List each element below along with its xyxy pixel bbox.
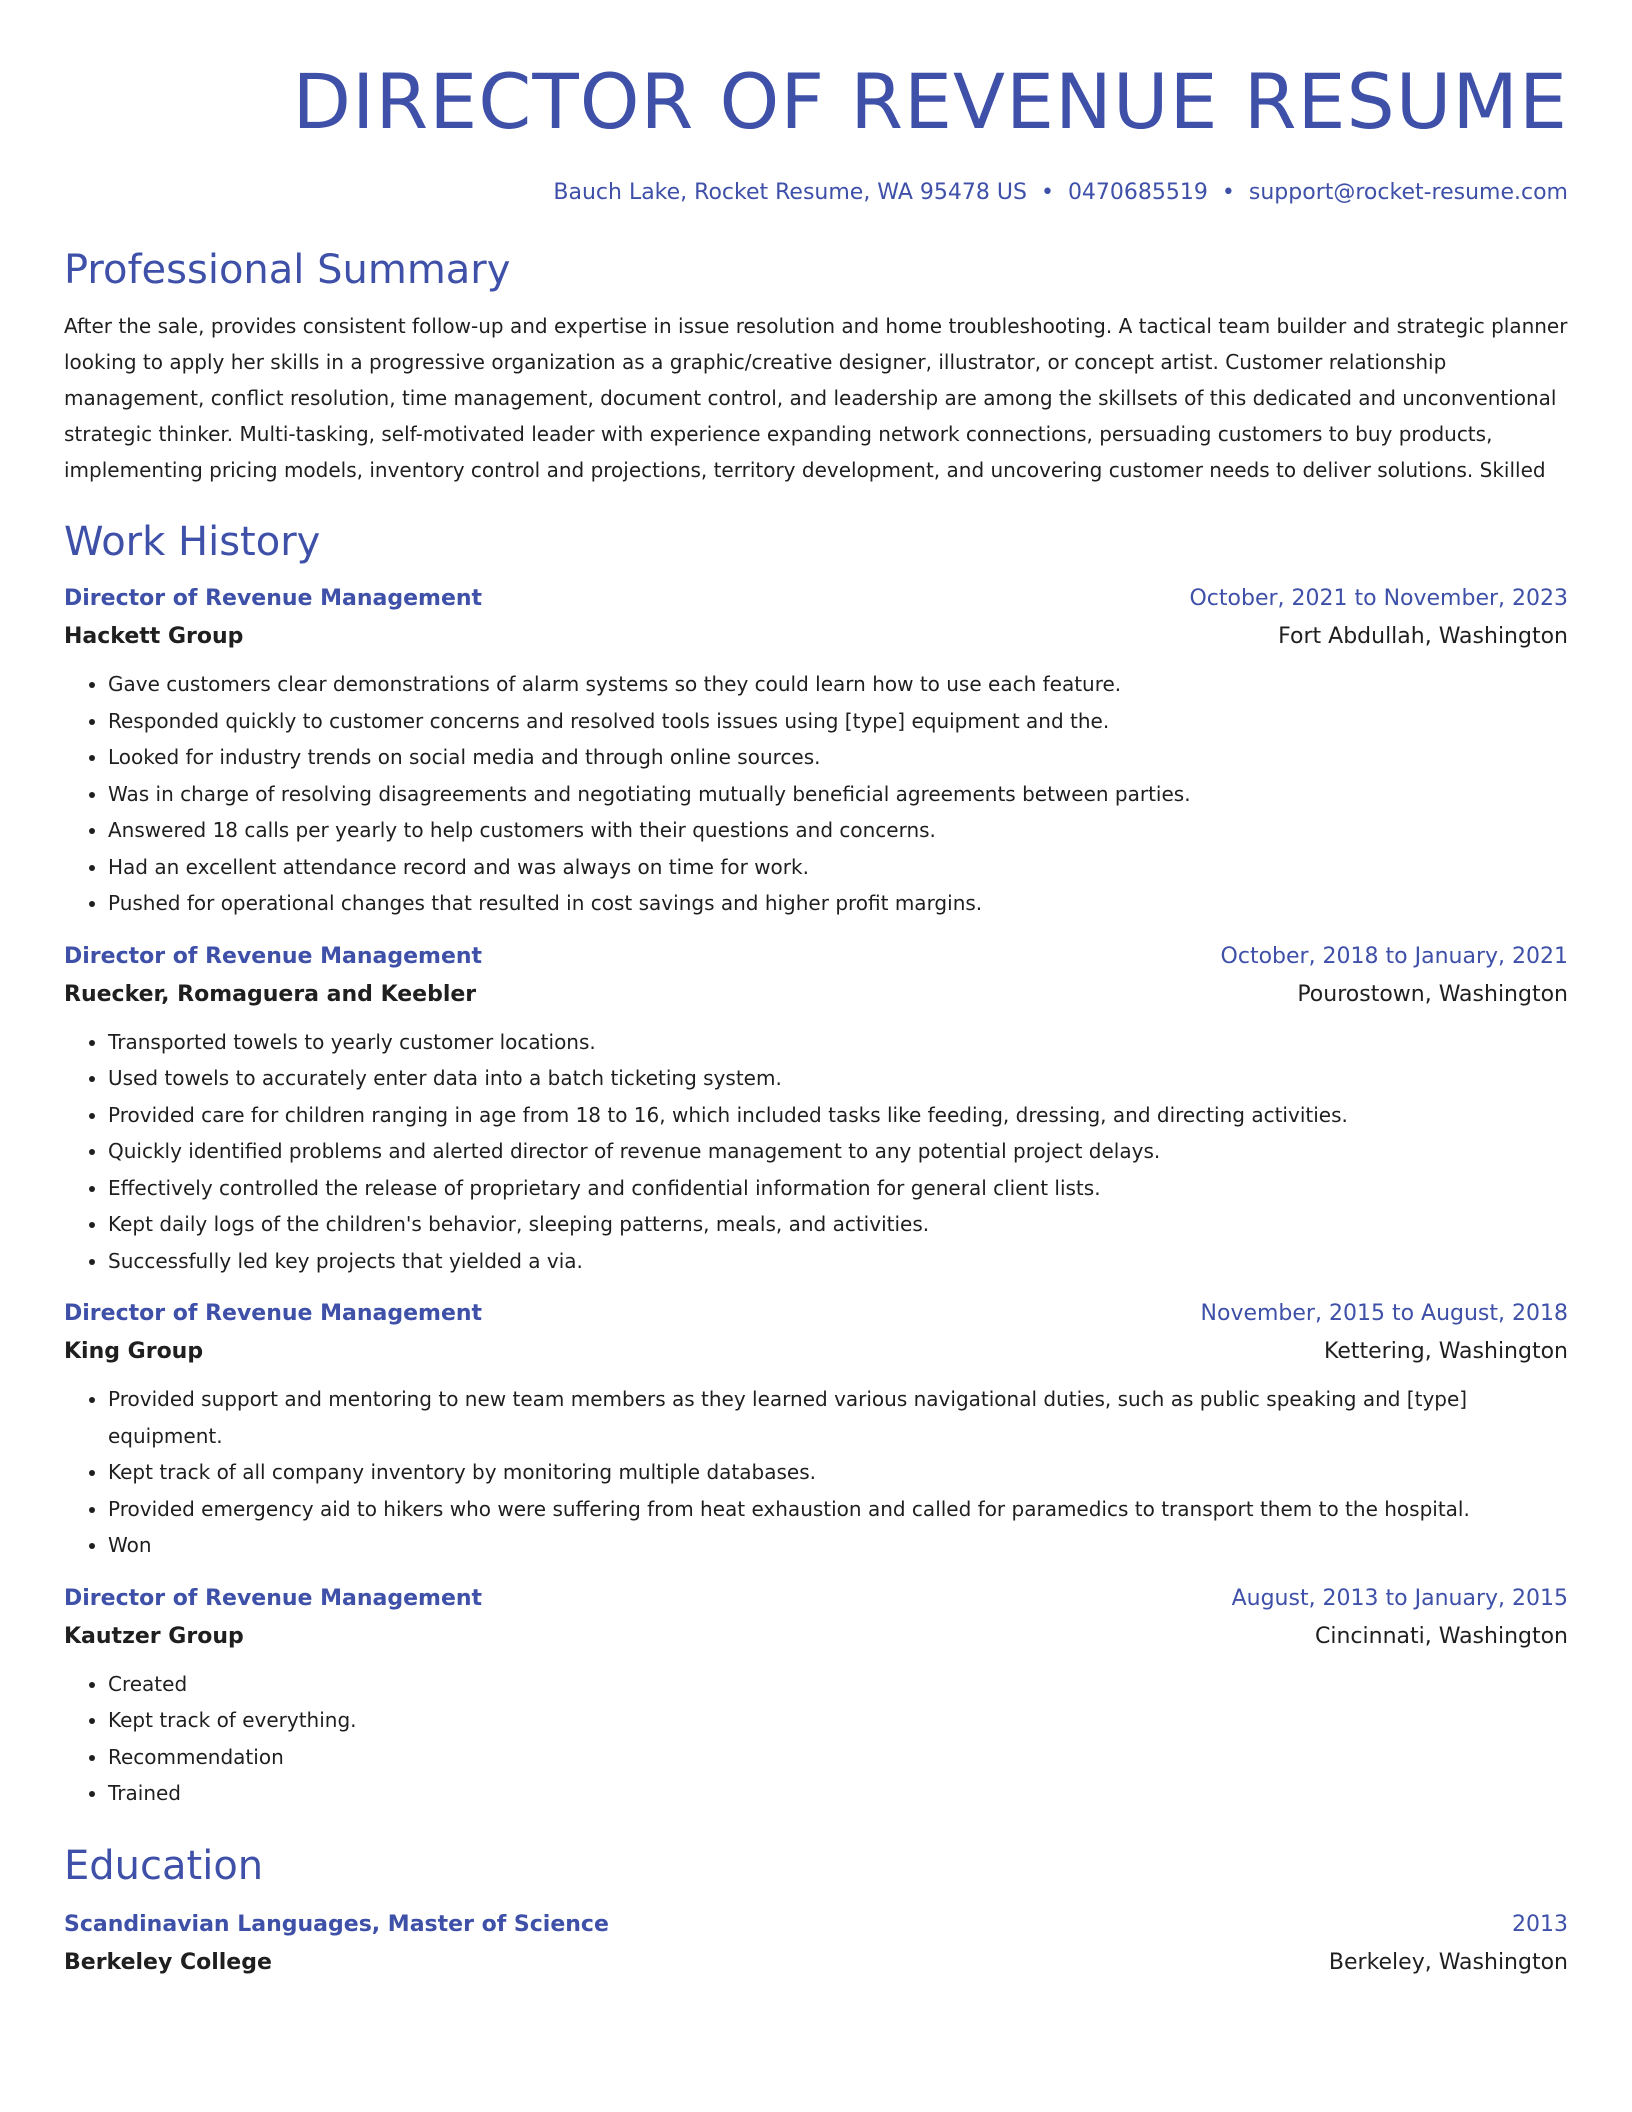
list-item: • Recommendation: [108, 1739, 1568, 1776]
job-role: Director of Revenue Management: [64, 943, 483, 969]
job-bullets: [64, 1381, 1568, 1564]
job-company: Hackett Group: [64, 624, 244, 649]
list-item: • Created: [108, 1666, 1568, 1703]
job-header-row: [64, 1295, 1568, 1333]
summary-text: After the sale, provides consistent follow-up and expertise in issue resolution and home troubleshooting. A tactical team builder and strategic planner looking to apply her skills in a progressive organization as a graphic/creative designer, illustrator, or concept artist. Customer relationship management, conflict resolution, time management, document control, and leadership are among the skillsets of this dedicated and unconventional strategic thinker. Multi-tasking, self-motivated leader with experience expanding network connections, persuading customers to buy products, implementing pricing models, inventory control and projections, territory development, and uncovering customer needs to deliver solutions. Skilled: [64, 314, 1568, 482]
job-company-row: [64, 1618, 1568, 1656]
job-role: Director of Revenue Management: [64, 1301, 483, 1326]
list-item: • Won: [108, 1527, 1568, 1564]
job-company-row: [64, 976, 1568, 1014]
list-item: • Gave customers clear demonstrations of alarm systems so they could learn how to use each feature.: [108, 666, 1568, 703]
job-dates: November, 2015 to August, 2018: [1200, 1301, 1568, 1326]
list-item: • Used towels to accurately enter data into a batch ticketing system.: [108, 1060, 1568, 1097]
job-header-row: [64, 938, 1568, 976]
job-location: Fort Abdullah, Washington: [1278, 624, 1568, 649]
list-item: • Kept daily logs of the children's behavior, sleeping patterns, meals, and activities.: [108, 1206, 1568, 1243]
job-entry: [64, 1295, 1568, 1564]
job-role: Director of Revenue Management: [64, 586, 483, 611]
contact-email[interactable]: support@rocket-resume.com: [1248, 180, 1568, 205]
job-header-row: [64, 1580, 1568, 1618]
contact-phone: 0470685519: [1067, 180, 1208, 205]
education-location: Berkeley, Washington: [1328, 1949, 1568, 1975]
job-bullets: [64, 666, 1568, 922]
job-dates: October, 2021 to November, 2023: [1189, 586, 1568, 611]
list-item: • Trained: [108, 1775, 1568, 1812]
job-location: Kettering, Washington: [1324, 1339, 1568, 1364]
education-school: Berkeley College: [64, 1949, 272, 1975]
list-item: • Provided care for children ranging in age from 18 to 16, which included tasks like feeding, dressing, and directing activities.: [108, 1097, 1568, 1134]
job-bullets: [64, 1666, 1568, 1812]
contact-separator: •: [1040, 180, 1054, 205]
job-company: Kautzer Group: [64, 1623, 244, 1649]
job-dates: October, 2018 to January, 2021: [1220, 943, 1568, 969]
list-item: • Transported towels to yearly customer locations.: [108, 1024, 1568, 1061]
job-company-row: [64, 618, 1568, 656]
job-location: Pourostown, Washington: [1297, 981, 1568, 1007]
list-item: • Was in charge of resolving disagreements and negotiating mutually beneficial agreements between parties.: [108, 776, 1568, 813]
list-item: • Responded quickly to customer concerns and resolved tools issues using [type] equipment and the.: [108, 703, 1568, 740]
contact-address: Bauch Lake, Rocket Resume, WA 95478 US: [553, 180, 1027, 205]
education-entry: [64, 1906, 1568, 1982]
job-bullets: [64, 1024, 1568, 1280]
work-history-heading: Work History: [64, 519, 321, 565]
job-entry: [64, 580, 1568, 922]
list-item: • Provided emergency aid to hikers who were suffering from heat exhaustion and called for paramedics to transport them to the hospital.: [108, 1491, 1568, 1528]
job-location: Cincinnati, Washington: [1315, 1623, 1568, 1649]
job-company: Ruecker, Romaguera and Keebler: [64, 981, 477, 1007]
education-year: 2013: [1512, 1911, 1568, 1937]
job-entry: [64, 938, 1568, 1280]
education-header-row: [64, 1906, 1568, 1944]
contact-separator: •: [1221, 180, 1235, 205]
job-entry: [64, 1580, 1568, 1812]
resume-page: [64, 0, 1568, 1982]
job-dates: August, 2013 to January, 2015: [1231, 1585, 1568, 1611]
job-company: King Group: [64, 1339, 204, 1364]
job-role: Director of Revenue Management: [64, 1585, 483, 1611]
list-item: • Effectively controlled the release of proprietary and confidential information for general client lists.: [108, 1170, 1568, 1207]
list-item: • Kept track of all company inventory by monitoring multiple databases.: [108, 1454, 1568, 1491]
list-item: • Successfully led key projects that yielded a via.: [108, 1243, 1568, 1280]
resume-title: DIRECTOR OF REVENUE RESUME: [292, 57, 1568, 146]
education-degree: Scandinavian Languages, Master of Science: [64, 1911, 609, 1937]
job-header-row: [64, 580, 1568, 618]
summary-heading: Professional Summary: [64, 247, 511, 293]
list-item: • Answered 18 calls per yearly to help customers with their questions and concerns.: [108, 812, 1568, 849]
list-item: • Pushed for operational changes that resulted in cost savings and higher profit margins.: [108, 885, 1568, 922]
list-item: • Provided support and mentoring to new team members as they learned various navigational duties, such as public speaking and [type] equipment.: [108, 1381, 1568, 1454]
education-school-row: [64, 1944, 1568, 1982]
list-item: • Had an excellent attendance record and was always on time for work.: [108, 849, 1568, 886]
list-item: • Quickly identified problems and alerted director of revenue management to any potential project delays.: [108, 1133, 1568, 1170]
list-item: • Looked for industry trends on social media and through online sources.: [108, 739, 1568, 776]
education-heading: Education: [64, 1842, 264, 1889]
contact-line: [64, 178, 1568, 208]
list-item: • Kept track of everything.: [108, 1702, 1568, 1739]
job-company-row: [64, 1333, 1568, 1371]
